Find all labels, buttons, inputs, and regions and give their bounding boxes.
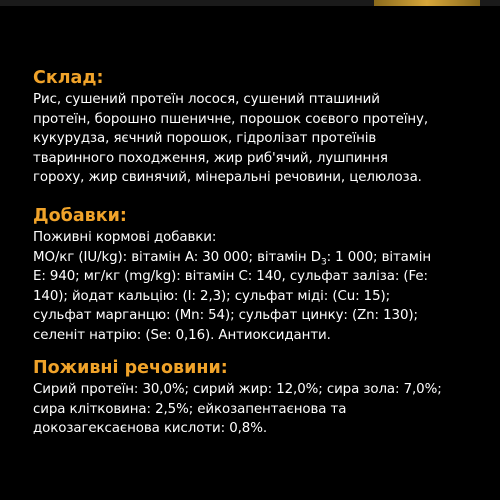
additives-line: селеніт натрію: (Se: 0,16). Антиоксиданти. <box>33 327 331 343</box>
composition-section <box>33 67 473 188</box>
composition-text <box>33 90 473 188</box>
nutrients-line: Сирий протеїн: 30,0%; сирий жир: 12,0%; сира зола: 7,0%; <box>33 382 442 397</box>
composition-line: Рис, сушений протеїн лосося, сушений пташиний <box>33 92 380 107</box>
gold-accent-stripe <box>374 0 480 6</box>
composition-line: кукурудза, яєчний порошок, гідролізат протеїнів <box>33 131 377 146</box>
additives-heading: Добавки: <box>33 206 127 226</box>
top-decorative-bar <box>0 0 500 6</box>
nutrients-text <box>33 380 473 439</box>
composition-heading: Склад: <box>33 68 104 88</box>
additives-line: Поживні кормові добавки: <box>33 230 217 245</box>
vitamin-d-value: : 1 000; вітамін <box>326 249 432 265</box>
nutrients-heading: Поживні речовини: <box>33 358 228 378</box>
composition-line: протеїн, борошно пшеничне, порошок соєвого протеїну, <box>33 111 429 127</box>
composition-line: тваринного походження, жир риб'ячий, лушпиння <box>33 150 388 166</box>
nutrients-section <box>33 357 473 439</box>
additives-text <box>33 228 473 345</box>
composition-line: гороху, жир свинячий, мінеральні речовини, целюлоза. <box>33 170 422 185</box>
vitamin-d-subscript: 3 <box>320 257 327 268</box>
additives-line: МО/кг (IU/kg): вітамін A: 30 000; вітамін D <box>33 249 321 265</box>
nutrients-line: сира клітковина: 2,5%; ейкозапентаєнова та <box>33 401 347 417</box>
nutrients-line: докозагексаєнова кислоти: 0,8%. <box>33 421 267 436</box>
additives-section <box>33 205 473 345</box>
additives-line: сульфат марганцю: (Mn: 54); сульфат цинку: (Zn: 130); <box>33 308 418 323</box>
additives-line: Е: 940; мг/кг (mg/kg): вітамін С: 140, сульфат заліза: (Fe: <box>33 269 428 284</box>
additives-line: 140); йодат кальцію: (I: 2,3); сульфат міді: (Cu: 15); <box>33 288 391 304</box>
